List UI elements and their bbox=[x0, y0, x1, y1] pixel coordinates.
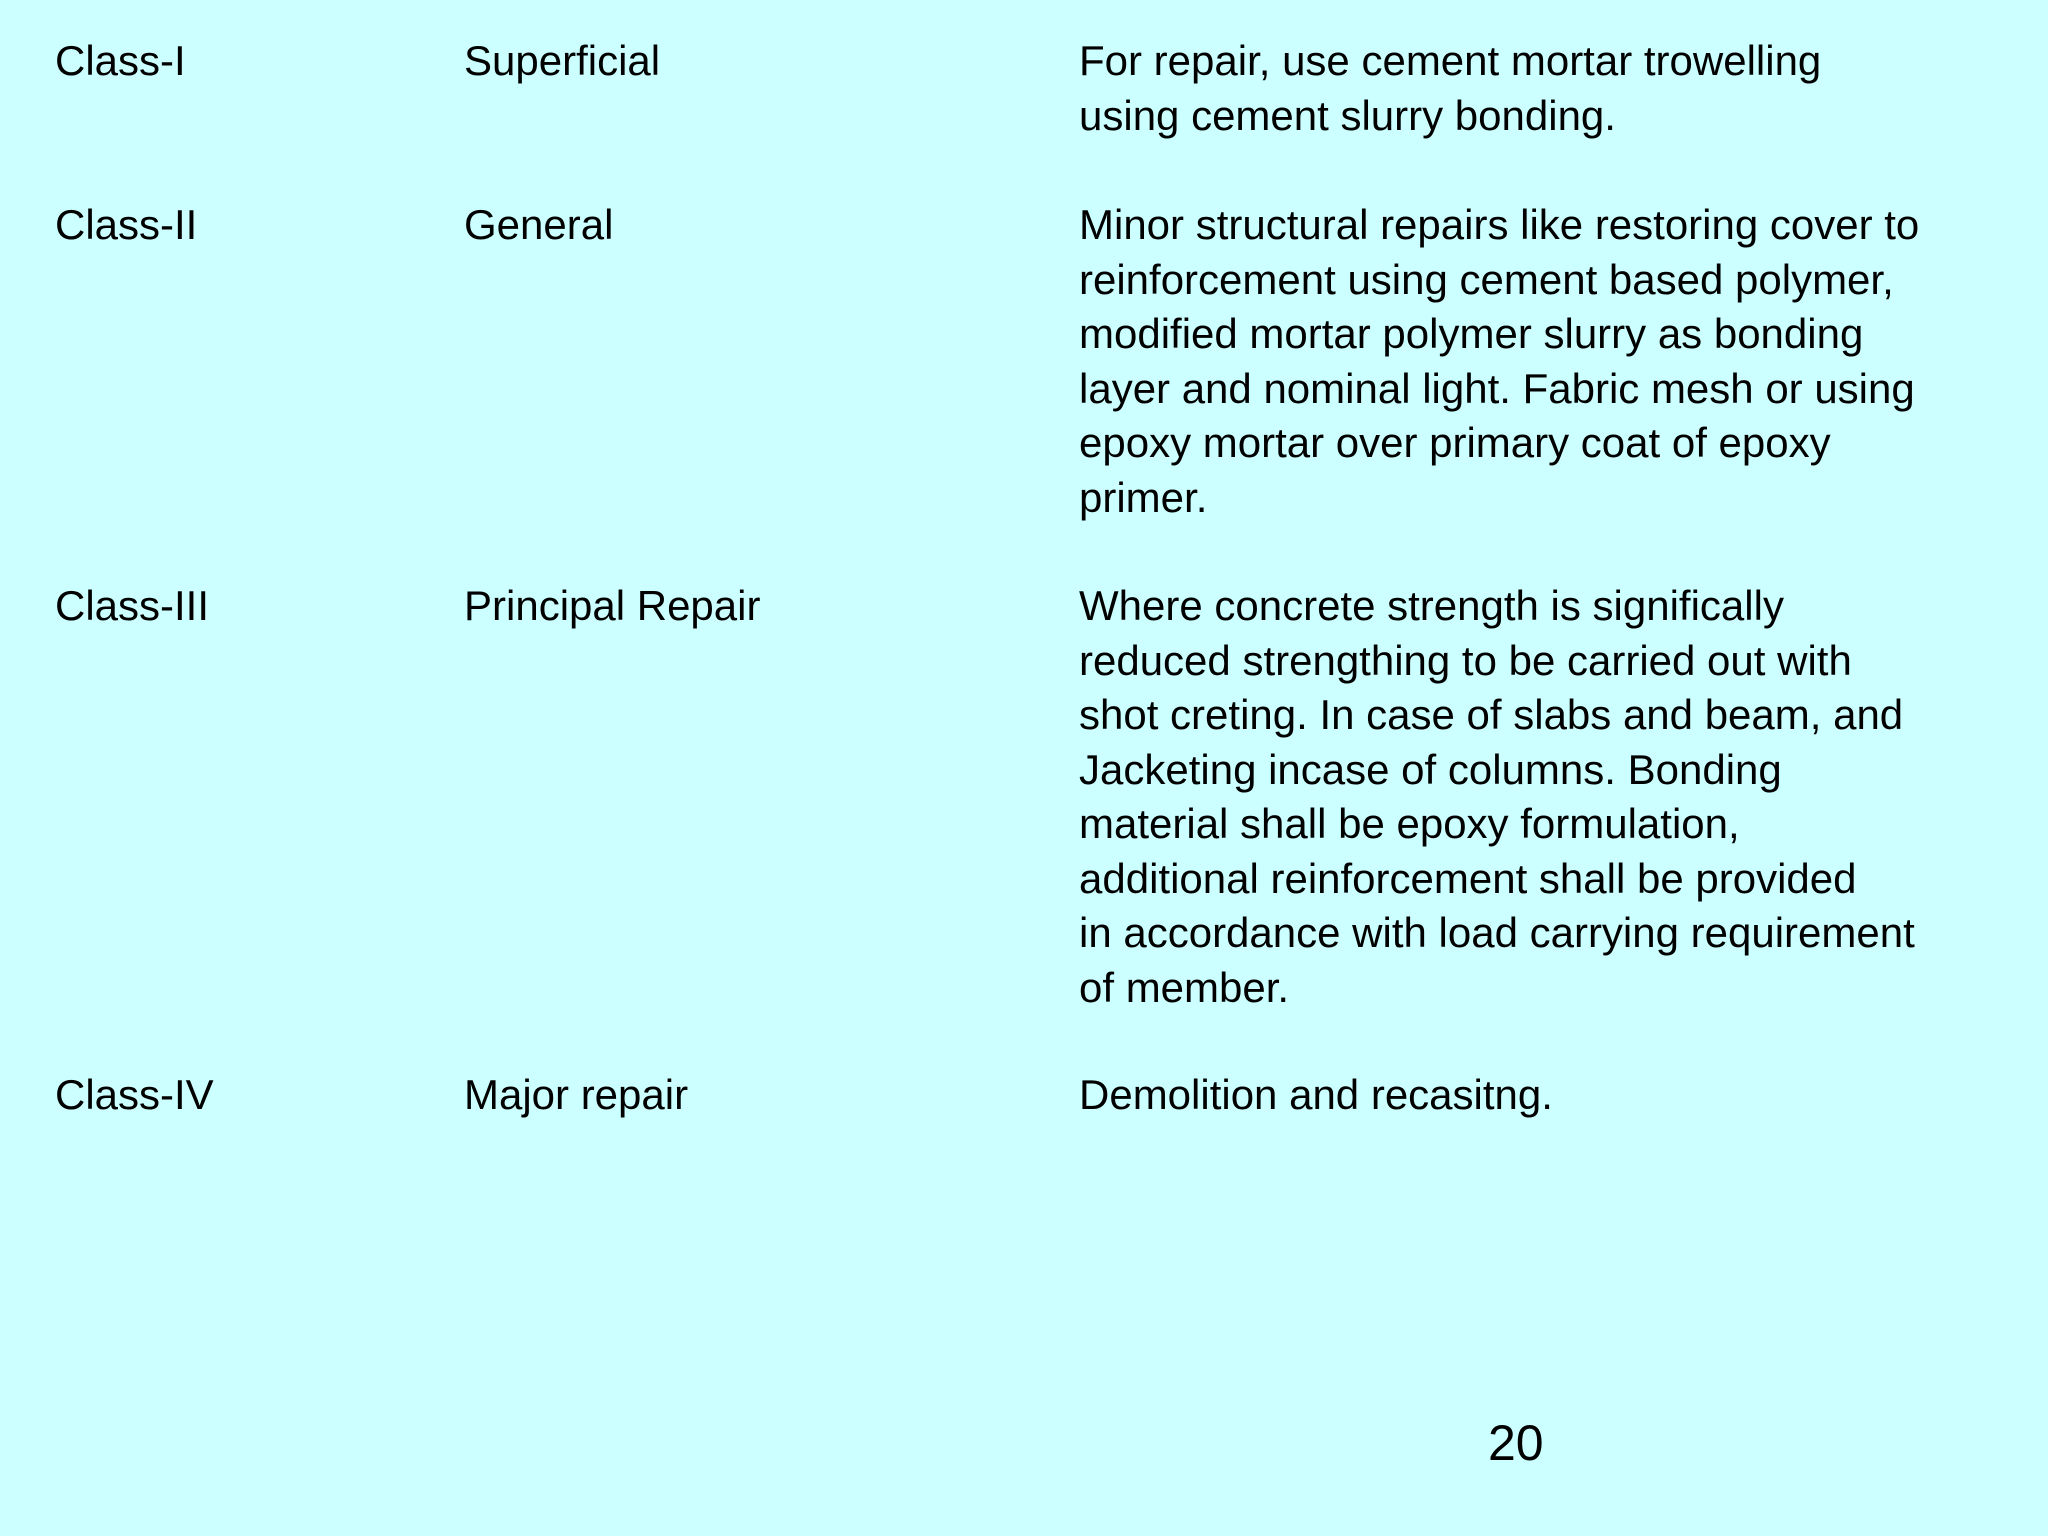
repair-description: Where concrete strength is significally reduced strengthing to be carried out with shot creting. In case of slabs and beam, and Jacketing incase of columns. Bonding material shall be epoxy formulation, additional reinforcement shall be provided in accordance with load carrying requirement of member. bbox=[1079, 582, 1915, 1011]
repair-description: Minor structural repairs like restoring cover to reinforcement using cement based polymer, modified mortar polymer slurry as bonding layer and nominal light. Fabric mesh or using epoxy mortar over primary coat of epoxy primer. bbox=[1079, 201, 1920, 521]
repair-description: For repair, use cement mortar trowelling using cement slurry bonding. bbox=[1079, 37, 1822, 139]
page-number: 20 bbox=[1488, 1415, 1544, 1471]
repair-type-label: General bbox=[464, 201, 614, 248]
repair-class-label: Class-IV bbox=[55, 1071, 214, 1118]
repair-class-label: Class-I bbox=[55, 37, 186, 84]
repair-class-label: Class-III bbox=[55, 582, 210, 629]
repair-description: Demolition and recasitng. bbox=[1079, 1071, 1553, 1118]
repair-type-label: Major repair bbox=[464, 1071, 689, 1118]
repair-class-label: Class-II bbox=[55, 201, 198, 248]
repair-type-label: Superficial bbox=[464, 37, 661, 84]
repair-type-label: Principal Repair bbox=[464, 582, 761, 629]
